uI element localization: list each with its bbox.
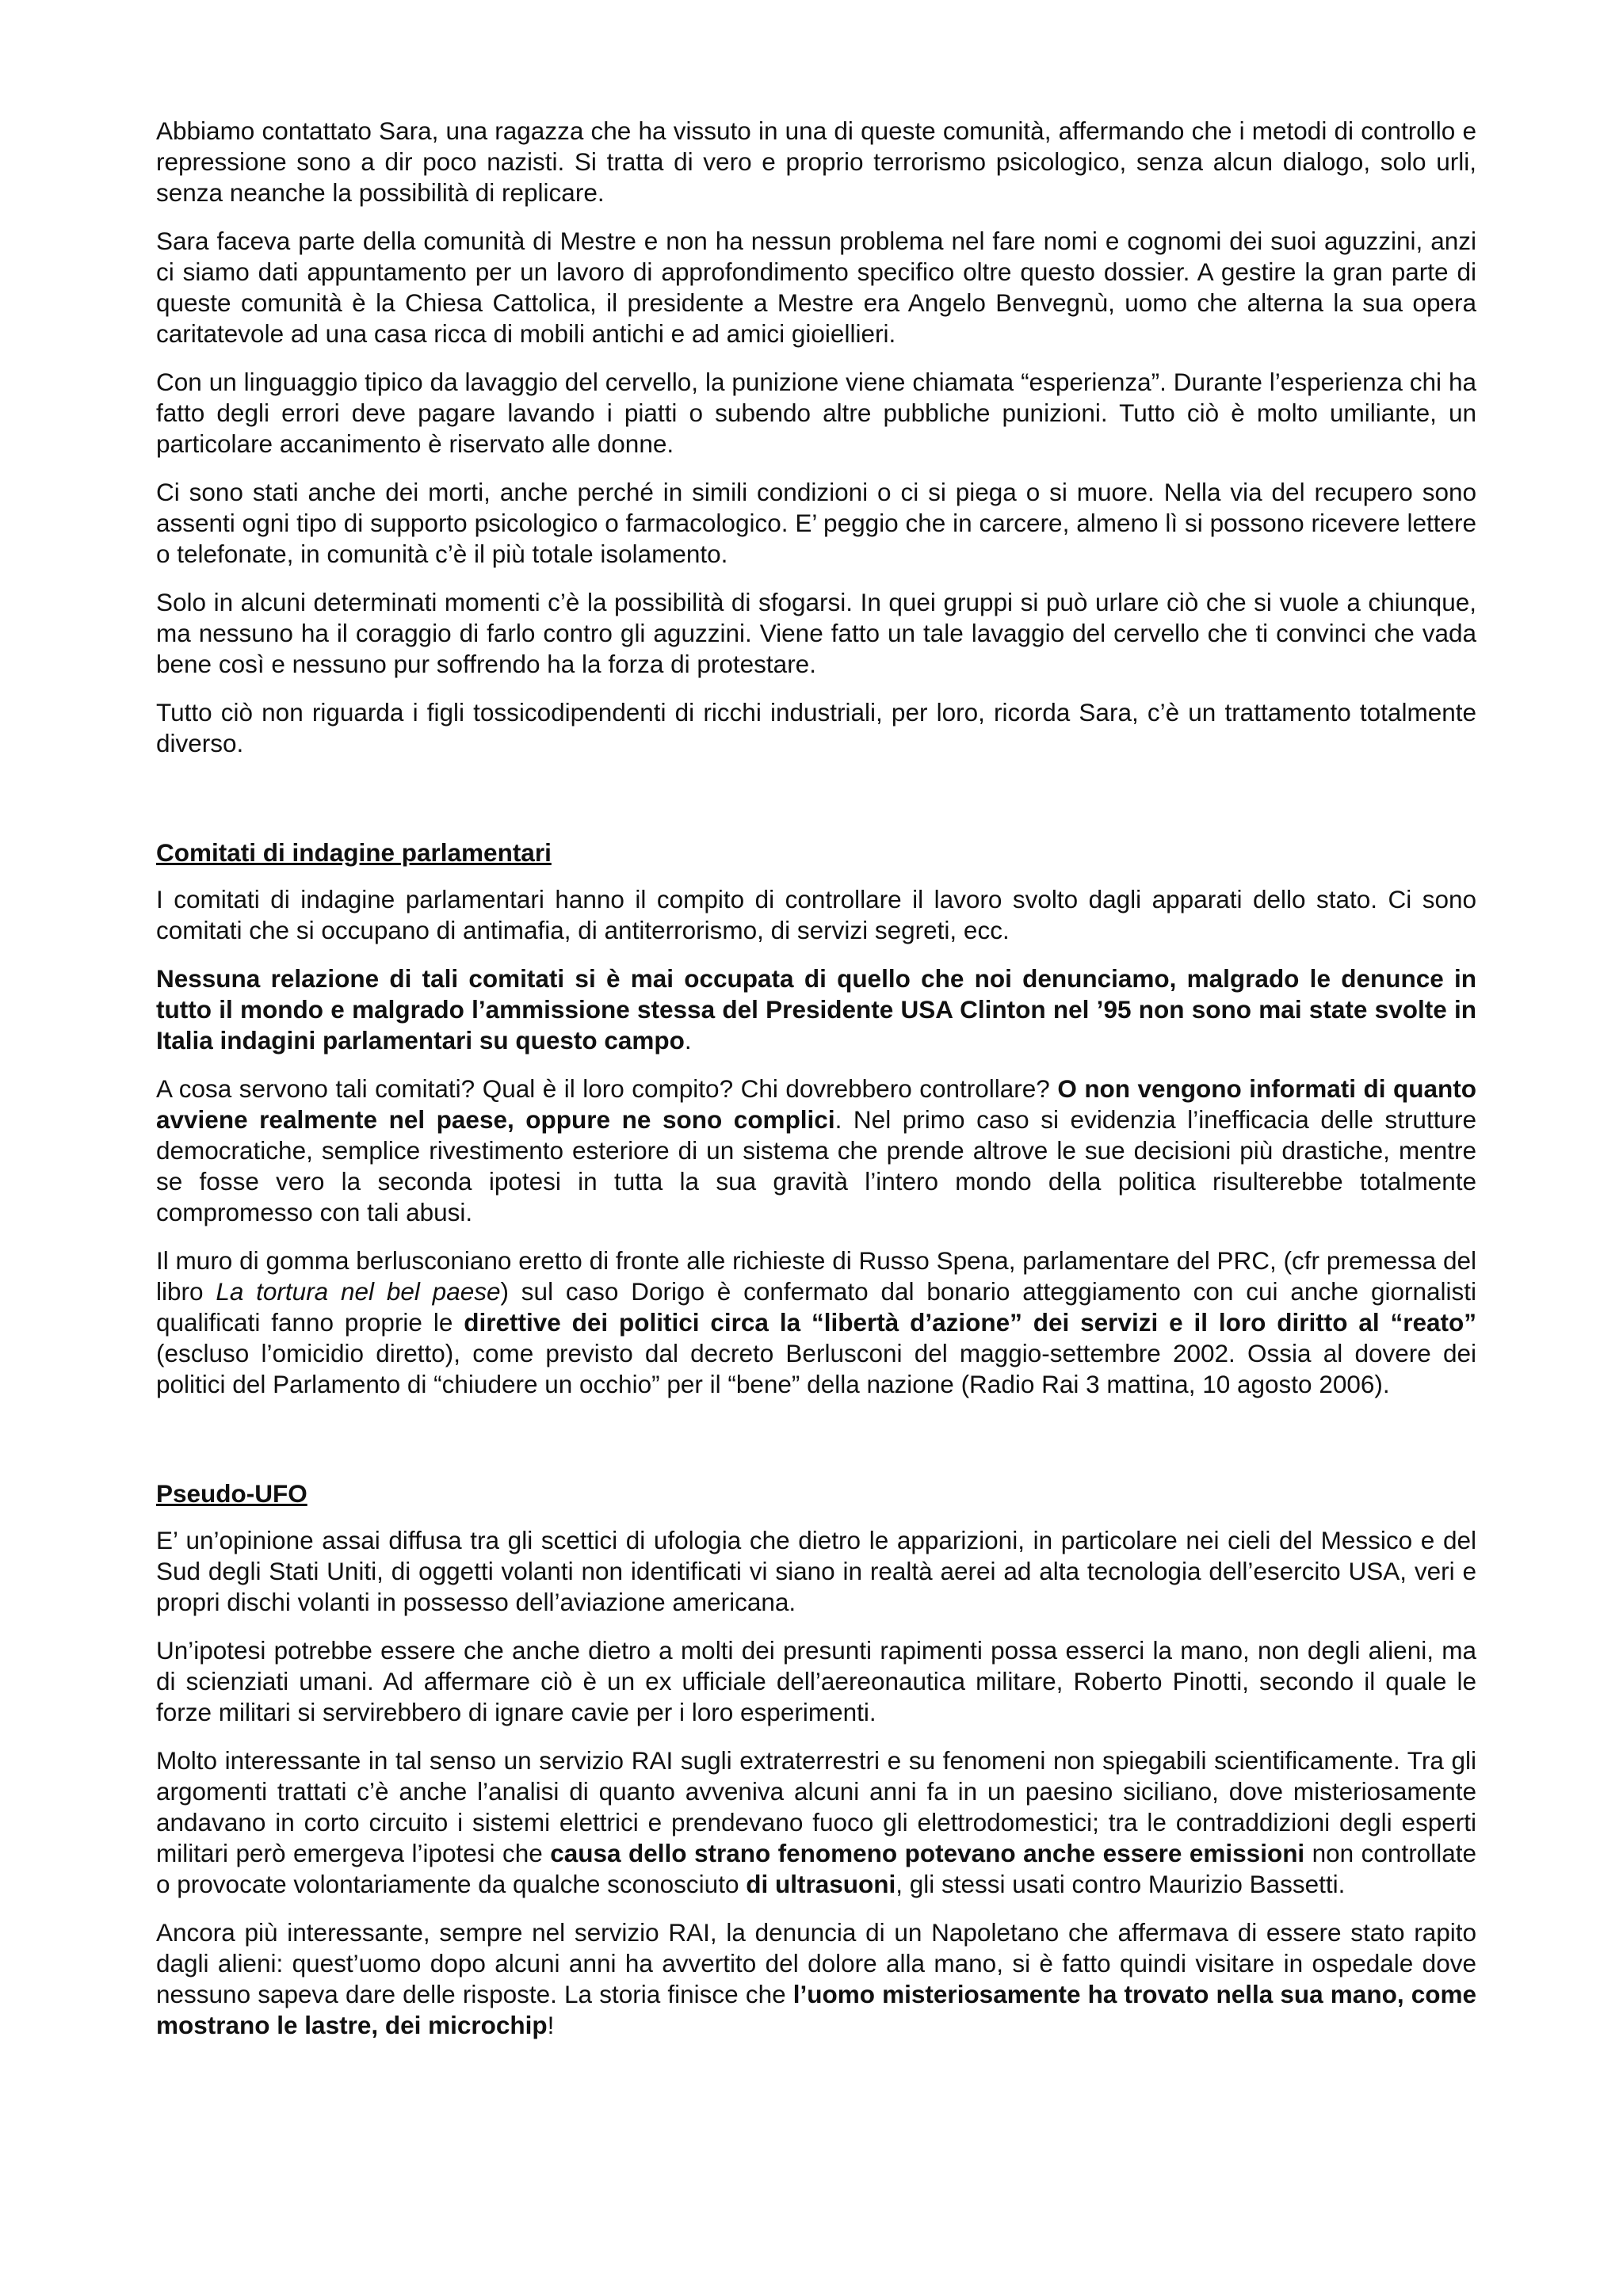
- comitati-paragraph-2-bold: Nessuna relazione di tali comitati si è mai occupata di quello che noi denunciamo, malgrado le denunce in tutto il mondo e malgrado l’ammissione stessa del Presidente USA Clinton nel ’95 non sono mai state svolte in Italia indagini parlamentari su questo campo: [156, 964, 1476, 1055]
- section-spacer: [156, 776, 1476, 837]
- ufo-paragraph-4-end: !: [547, 2011, 555, 2039]
- comitati-paragraph-3: [156, 1074, 1476, 1228]
- comitati-paragraph-4-start: Il muro di gomma berlusconiano eretto di fronte alle richieste di Russo Spena, parlamentare del PRC, (cfr premessa del libro: [156, 1246, 1476, 1306]
- ufo-paragraph-3-middle: non controllate o provocate volontariamente da qualche sconosciuto: [156, 1839, 1476, 1898]
- intro-paragraph-3: Con un linguaggio tipico da lavaggio del cervello, la punizione viene chiamata “esperienza”. Durante l’esperienza chi ha fatto degli errori deve pagare lavando i piatti o subendo altre pubbliche punizioni. Tutto ciò è molto umiliante, un particolare accanimento è riservato alle donne.: [156, 368, 1476, 458]
- comitati-paragraph-3-end: . Nel primo caso si evidenzia l’inefficacia delle strutture democratiche, semplice rivestimento esteriore di un sistema che prende altrove le sue decisioni più drastiche, mentre se fosse vero la seconda ipotesi in tutta la sua gravità l’intero mondo della politica risulterebbe totalmente compromesso con tali abusi.: [156, 1105, 1476, 1226]
- comitati-paragraph-4-middle: ) sul caso Dorigo è confermato dal bonario atteggiamento con cui anche giornalisti qualificati fanno proprie le: [156, 1277, 1477, 1337]
- comitati-paragraph-2-end: .: [684, 1026, 692, 1055]
- section-heading-pseudo-ufo: Pseudo-UFO: [156, 1479, 307, 1508]
- comitati-paragraph-4-end: (escluso l’omicidio diretto), come previsto dal decreto Berlusconi del maggio-settembre 2002. Ossia al dovere dei politici del Parlamento di “chiudere un occhio” per il “bene” della nazione (Radio Rai 3 mattina, 10 agosto 2006).: [156, 1339, 1476, 1398]
- comitati-paragraph-4: [156, 1245, 1476, 1400]
- intro-paragraph-1: Abbiamo contattato Sara, una ragazza che ha vissuto in una di queste comunità, affermando che i metodi di controllo e repressione sono a dir poco nazisti. Si tratta di vero e proprio terrorismo psicologico, senza alcun dialogo, solo urli, senza neanche la possibilità di replicare.: [156, 116, 1476, 207]
- intro-paragraph-4: Ci sono stati anche dei morti, anche perché in simili condizioni o ci si piega o si muore. Nella via del recupero sono assenti ogni tipo di supporto psicologico o farmacologico. E’ peggio che in carcere, almeno lì si possono ricevere lettere o telefonate, in comunità c’è il più totale isolamento.: [156, 478, 1476, 568]
- comitati-paragraph-3-bold: O non vengono informati di quanto avviene realmente nel paese, oppure ne sono complici: [156, 1074, 1477, 1134]
- ufo-paragraph-3-bold-2: di ultrasuoni: [746, 1870, 896, 1898]
- section-heading-comitati: Comitati di indagine parlamentari: [156, 838, 552, 867]
- ufo-paragraph-4-bold: l’uomo misteriosamente ha trovato nella sua mano, come mostrano le lastre, dei microchip: [156, 1980, 1476, 2039]
- section-spacer: [156, 1417, 1476, 1478]
- ufo-paragraph-1: E’ un’opinione assai diffusa tra gli scettici di ufologia che dietro le apparizioni, in particolare nei cieli del Messico e del Sud degli Stati Uniti, di oggetti volanti non identificati vi siano in realtà aerei ad alta tecnologia dell’esercito USA, veri e propri dischi volanti in possesso dell’aviazione americana.: [156, 1526, 1476, 1616]
- ufo-paragraph-4-start: Ancora più interessante, sempre nel servizio RAI, la denuncia di un Napoletano che affermava di essere stato rapito dagli alieni: quest’uomo dopo alcuni anni ha avvertito del dolore alla mano, si è fatto quindi visitare in ospedale dove nessuno sapeva dare delle risposte. La storia finisce che: [156, 1918, 1476, 2008]
- comitati-paragraph-1: I comitati di indagine parlamentari hanno il compito di controllare il lavoro svolto dagli apparati dello stato. Ci sono comitati che si occupano di antimafia, di antiterrorismo, di servizi segreti, ecc.: [156, 885, 1476, 944]
- ufo-paragraph-3: [156, 1745, 1476, 1900]
- ufo-paragraph-4: [156, 1917, 1476, 2041]
- ufo-paragraph-3-bold-1: causa dello strano fenomeno potevano anche essere emissioni: [550, 1839, 1305, 1867]
- comitati-paragraph-4-bold: direttive dei politici circa la “libertà d’azione” dei servizi e il loro diritto al “reato”: [464, 1308, 1476, 1337]
- document-page: [156, 116, 1476, 2058]
- book-title: La tortura nel bel paese: [216, 1277, 501, 1306]
- ufo-paragraph-3-end: , gli stessi usati contro Maurizio Bassetti.: [896, 1870, 1346, 1898]
- comitati-paragraph-2: [156, 963, 1476, 1056]
- intro-paragraph-2: Sara faceva parte della comunità di Mestre e non ha nessun problema nel fare nomi e cognomi dei suoi aguzzini, anzi ci siamo dati appuntamento per un lavoro di approfondimento specifico oltre questo dossier. A gestire la gran parte di queste comunità è la Chiesa Cattolica, il presidente a Mestre era Angelo Benvegnù, uomo che alterna la sua opera caritatevole ad una casa ricca di mobili antichi e ad amici gioiellieri.: [156, 227, 1476, 348]
- ufo-paragraph-2: Un’ipotesi potrebbe essere che anche dietro a molti dei presunti rapimenti possa esserci la mano, non degli alieni, ma di scienziati umani. Ad affermare ciò è un ex ufficiale dell’aereonautica militare, Roberto Pinotti, secondo il quale le forze militari si servirebbero di ignare cavie per i loro esperimenti.: [156, 1636, 1476, 1726]
- intro-paragraph-6: Tutto ciò non riguarda i figli tossicodipendenti di ricchi industriali, per loro, ricorda Sara, c’è un trattamento totalmente diverso.: [156, 698, 1476, 757]
- intro-paragraph-5: Solo in alcuni determinati momenti c’è la possibilità di sfogarsi. In quei gruppi si può urlare ciò che si vuole a chiunque, ma nessuno ha il coraggio di farlo contro gli aguzzini. Viene fatto un tale lavaggio del cervello che ti convinci che vada bene così e nessuno pur soffrendo ha la forza di protestare.: [156, 588, 1476, 678]
- ufo-paragraph-3-start: Molto interessante in tal senso un servizio RAI sugli extraterrestri e su fenomeni non spiegabili scientificamente. Tra gli argomenti trattati c’è anche l’analisi di quanto avveniva alcuni anni fa in un paesino siciliano, dove misteriosamente andavano in corto circuito i sistemi elettrici e prendevano fuoco gli elettrodomestici; tra le contraddizioni degli esperti militari però emergeva l’ipotesi che: [156, 1746, 1476, 1867]
- comitati-paragraph-3-start: A cosa servono tali comitati? Qual è il loro compito? Chi dovrebbero controllare?: [156, 1074, 1058, 1103]
